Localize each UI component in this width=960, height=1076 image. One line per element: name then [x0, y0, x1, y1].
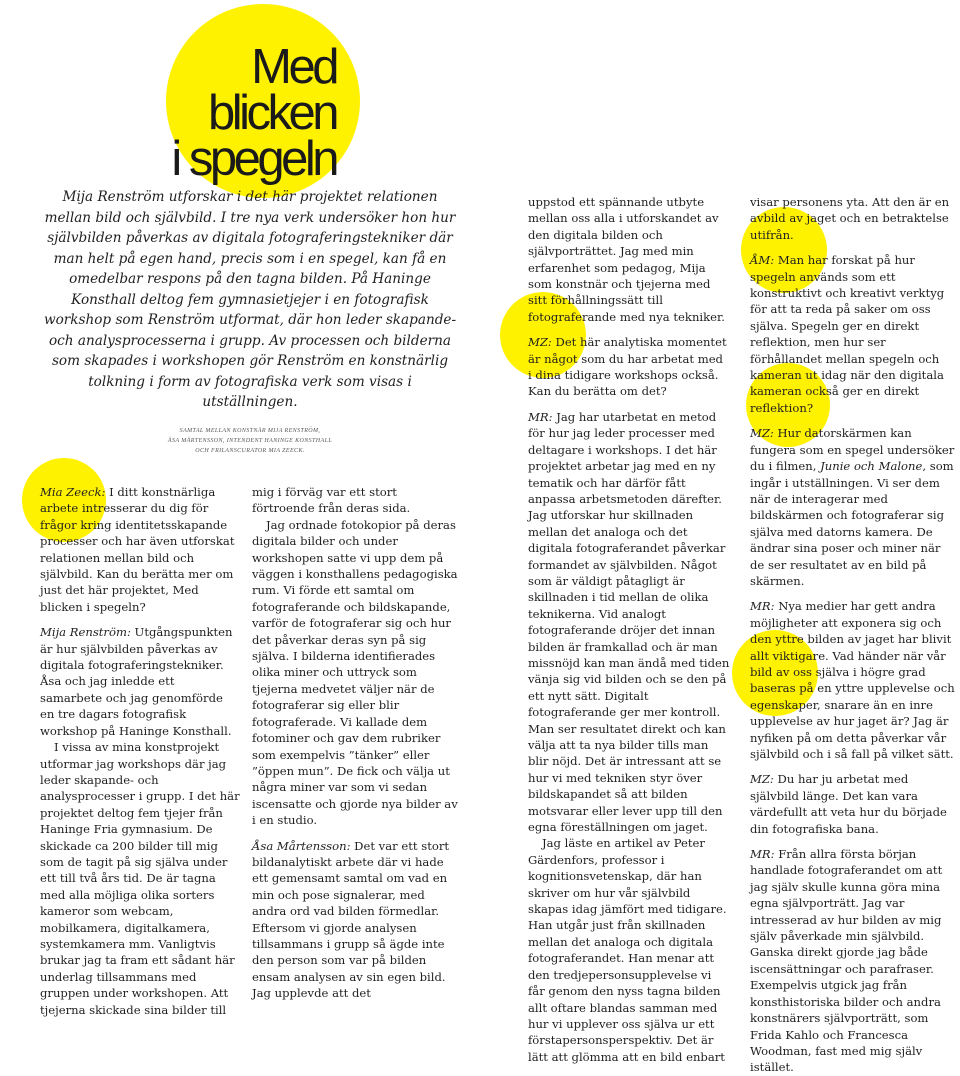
interview-paragraph [750, 252, 955, 416]
paragraph-text: , som ingår i utställningen. Vi ser dem när de interagerar med bildskärmen och fotograferar sig själva med datorns kamera. De ändrar sina poser och miner när de ser resultatet av en bild på skärmen. [750, 459, 954, 588]
interview-paragraph [750, 846, 955, 1076]
interview-paragraph [40, 484, 240, 615]
text-column-1 [40, 484, 240, 1018]
interview-paragraph [40, 624, 240, 739]
text-column-4 [750, 194, 955, 1076]
paragraph-text: I ditt konstnärliga arbete intresserar du dig för frågor kring identitetsskapande processer och har även utforskat relationen mellan bild och självbild. Kan du berätta mer om just det här projektet, Med blicken i spegeln? [40, 485, 235, 614]
title-line: blicken [207, 86, 336, 140]
speaker-label: Mia Zeeck: [40, 485, 106, 499]
interview-paragraph: Jag ordnade fotokopior på deras digitala bilder och under workshopen satte vi upp dem på väggen i konsthallens pedagogiska rum. Vi förde ett samtal om fotograferande och bildskapande, varför de fotograferar sig och hur det påverkar deras syn på sig själva. I bilderna identifierades olika miner och uttryck som tjejerna medvetet väljer när de fotograferar sig eller blir fotograferade. Vi kallade dem fotominer och gav dem rubriker som exempelvis ”tänker” eller ”öppen mun”. De fick och välja ut några miner var som vi sedan iscensatte och gjorde nya bilder av i en studio. [252, 517, 458, 828]
speaker-label: MR: [528, 409, 553, 424]
paragraph-text: Du har ju arbetat med självbild länge. Det kan vara värdefullt att veta hur du började din fotografiska bana. [750, 772, 947, 836]
interview-paragraph [252, 838, 462, 1002]
paragraph-text: Nya medier har gett andra möjligheter att exponera sig och den yttre bilden av jaget har blivit allt viktigare. Vad händer när vår bild av oss själva i högre grad baseras på en yttre upplevelse och egenskaper, snarare än en inre upplevelse av hur jaget är? Jag är nyfiken på om detta påverkar vår självbild och i så fall på vilket sätt. [750, 599, 955, 761]
speaker-label: MZ: [750, 426, 774, 441]
credits-line: SAMTAL MELLAN KONSTNÄR MIJA RENSTRÖM, [179, 428, 321, 434]
paragraph-text: Hur datorskärmen kan fungera som en spegel undersöker du i filmen, [750, 426, 955, 474]
interview-paragraph: uppstod ett spännande utbyte mellan oss alla i utforskandet av den digitala bilden och självporträttet. Jag med min erfarenhet som pedagog, Mija som konstnär och tjejerna med sitt förhållningssätt till fotograferande med nya tekniker. [528, 195, 725, 324]
interview-paragraph: visar personens yta. Att den är en avbild av jaget och en betraktelse utifrån. [750, 195, 950, 242]
speaker-label: MR: [750, 599, 775, 614]
title-line: i spegeln [171, 132, 336, 186]
intro-paragraph: Mija Renström utforskar i det här projektet relationen mellan bild och självbild. I tre nya verk undersöker hon hur självbilden påverkas av digitala fotograferingstekniker där man helt på egen hand, precis som i en spegel, kan få en omedelbar respons på den tagna bilden. På Haninge Konsthall deltog fem gymnasietjejer i en fotografisk workshop som Renström utformat, där hon leder skapande- och analysprocesserna i grupp. Av processen och bilderna som skapades i workshopen gör Renström en konstnärlig tolkning i form av fotografiska verk som visas i utställningen. [43, 189, 457, 410]
credits-line: ÅSA MÅRTENSSON, INTENDENT HANINGE KONSTHALL [167, 438, 333, 444]
interview-paragraph [528, 409, 730, 836]
title-line: Med [251, 40, 336, 94]
interview-paragraph: Jag läste en artikel av Peter Gärdenfors, professor i kognitionsvetenskap, där han skriver om hur vår självbild skapas idag jämfört med tidigare. Han utgår just från skillnaden mellan det analoga och digitala fotograferandet. Han menar att den tredjepersonsupplevelse vi får genom den nyss tagna bilden allt oftare blandas samman med hur vi upplever oss själva ur ett förstapersonsperspektiv. Det är lätt att glömma att en bild enbart [528, 836, 727, 1064]
speaker-label: Mija Renström: [40, 625, 131, 640]
interview-paragraph [750, 598, 955, 762]
interview-paragraph [528, 334, 730, 400]
interview-paragraph: mig i förväg var ett stort förtroende från deras sida. [252, 485, 411, 516]
paragraph-text: Utgångspunkten är hur självbilden påverkas av digitala fotograferingstekniker. Åsa och jag inledde ett samarbete och jag genomförde en tre dagars fotografisk workshop på Haninge Konsthall. [40, 625, 233, 738]
text-column-3 [528, 194, 730, 1065]
paragraph-text: Jag har utarbetat en metod för hur jag leder processer med deltagare i workshops. I det här projektet arbetar jag med en ny tematik och har därför fått anpassa arbetsmetoden därefter. Jag utforskar hur skillnaden mellan det analoga och det digitala fotograferandet påverkar formandet av självbilden. Något som är väldigt påtagligt är skillnaden i tid mellan de olika teknikerna. Vid analogt fotograferande dröjer det innan bilden är framkallad och är man missnöjd kan man ändå med tiden vänja sig vid bilden och se den på ett nytt sätt. Digitalt fotograferande ger mer kontroll. Man ser resultatet direkt och kan välja att ta nya bilder tills man blir nöjd. Det är intressant att se hur vi med tekniken styr över bildskapandet så att bilden motsvarar eller lever upp till den egna föreställningen om jaget. [528, 409, 730, 835]
interview-paragraph: I vissa av mina konstprojekt utformar jag workshops där jag leder skapande- och analysprocesser i grupp. I det här projektet deltog fem tjejer från Haninge Fria gymnasium. De skickade ca 200 bilder till mig som de tagit på sig själva under ett till två års tid. De är tagna med alla möjliga olika sorters kameror som webcam, mobilkamera, digitalkamera, systemkamera mm. Vanligtvis brukar jag ta fram ett sådant här underlag tillsammans med gruppen under workshopen. Att tjejerna skickade sina bilder till [40, 740, 240, 1017]
text-column-2 [252, 484, 462, 1002]
credits-line: OCH FRILANSCURATOR MIA ZEECK. [195, 448, 305, 454]
speaker-label: ÅM: [750, 253, 775, 268]
interview-paragraph [750, 771, 955, 837]
speaker-label: MZ: [528, 335, 552, 350]
film-title: Junie och Malone [820, 459, 923, 474]
speaker-label: MZ: [750, 772, 774, 787]
paragraph-text: Från allra första början handlade fotograferandet om att jag själv skulle kunna göra mina egna självporträtt. Jag var intresserad av hur bilden av mig själv påverkade min självbild. Ganska direkt gjorde jag både iscensättningar och parafraser. Exempelvis utgick jag från konsthistoriska bilder och andra konstnärers självporträtt, som Frida Kahlo och Francesca Woodman, fast med mig själv istället. [750, 847, 943, 1075]
paragraph-text: Det här analytiska momentet är något som du har arbetat med i dina tidigare workshops också. Kan du berätta om det? [528, 335, 727, 399]
byline-credits [130, 426, 370, 456]
paragraph-text: Det var ett stort bildanalytiskt arbete där vi hade ett gemensamt samtal om vad en min och pose signalerar, med andra ord vad bilden förmedlar. Eftersom vi gjorde analysen tillsammans i grupp så ägde inte den person som var på bilden ensam analysen av sin egen bild. Jag upplevde att det [252, 838, 450, 1001]
speaker-label: Åsa Mårtensson: [252, 838, 351, 853]
speaker-label: MR: [750, 847, 775, 862]
interview-paragraph [750, 425, 955, 589]
paragraph-text: Man har forskat på hur spegeln används som ett konstruktivt och kreativt verktyg för att ta reda på saker om oss själva. Spegeln ger en direkt reflektion, men hur ser förhållandet mellan spegeln och kameran ut idag när den digitala kameran också ger en direkt reflektion? [750, 253, 945, 415]
page-title [126, 40, 336, 186]
